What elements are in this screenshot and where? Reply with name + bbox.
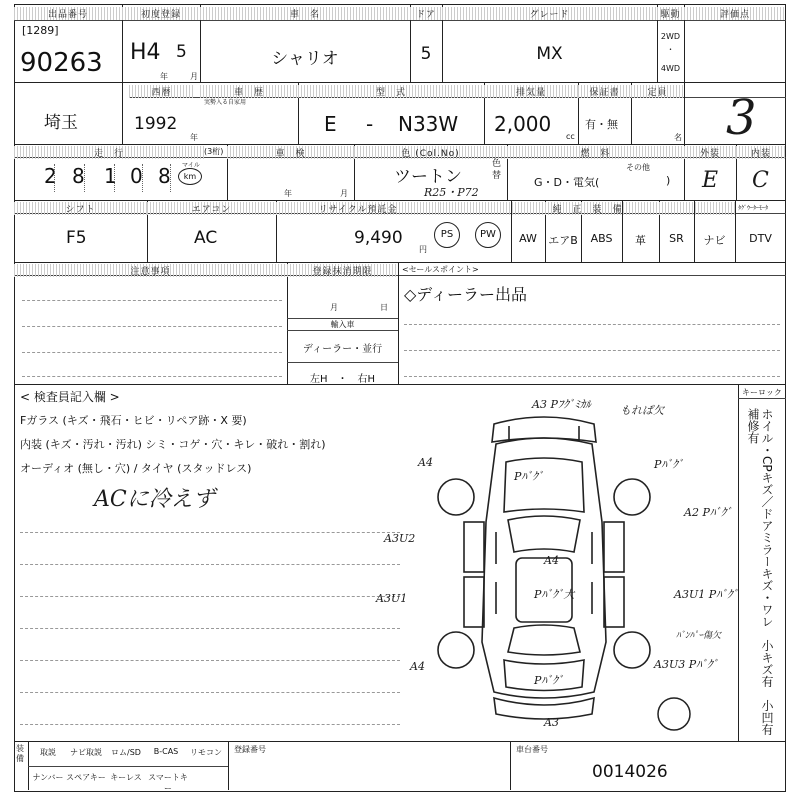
header-mileage-sub: (3桁)	[204, 147, 224, 156]
lot-box: [1289]	[22, 24, 59, 37]
header-exterior: 外装	[684, 146, 736, 159]
header-interior: 内装	[736, 146, 786, 159]
grade-value: MX	[536, 44, 563, 64]
year-value: 1992	[134, 114, 178, 134]
import-option: ディーラー・並行	[302, 344, 383, 355]
extra-keyless: キーレス	[110, 773, 142, 782]
shift-value: F5	[66, 228, 87, 248]
header-displacement: 排気量	[484, 85, 578, 98]
header-grade: グレード	[442, 7, 657, 20]
equip-leather: 革	[635, 234, 646, 247]
mileage-unit-top: マイル	[182, 162, 200, 169]
header-first-reg: 初度登録	[122, 7, 200, 20]
reg-limit-month: 月	[330, 303, 338, 312]
mark-hood: Pﾊﾞｸﾞ	[514, 470, 544, 483]
mileage-digit: 0	[130, 164, 143, 188]
year-unit: 年	[190, 133, 198, 142]
header-year: 西暦	[129, 85, 194, 98]
header-type: 型 式	[298, 85, 484, 98]
exterior-grade: E	[702, 168, 719, 193]
equip-sr: SR	[669, 232, 684, 245]
mark-left-rear-door: A3U1	[376, 592, 408, 605]
color-name: ツートン	[394, 167, 462, 187]
import-title: 輸入車	[330, 320, 355, 329]
type-dash: -	[366, 112, 374, 136]
header-recycle: リサイクル預託金	[276, 202, 440, 215]
mark-left-front-door: A3U2	[384, 532, 416, 545]
mark-rear: A3U3 Pﾊﾞｸﾞ	[654, 658, 719, 671]
equip-airbag: エアB	[548, 234, 578, 247]
equip-navi: ナビ	[703, 234, 726, 247]
inspection-month-unit: 月	[340, 189, 348, 198]
header-equipment: 純 正 装 備	[440, 202, 735, 215]
import-side: 左H ・ 右H	[309, 374, 376, 385]
recycle-unit: 円	[419, 245, 427, 254]
score-value: 3	[726, 90, 757, 146]
inspector-handwriting: ACに冷えず	[94, 487, 215, 512]
header-equipment-extra: ﾀｸﾞｳｰﾀｰﾓｰﾀ	[738, 205, 769, 212]
mark-top-2: もれぱ欠	[620, 404, 664, 417]
extra-plate: ナンバー	[32, 773, 64, 782]
extra-spare-key: スペアキー	[66, 773, 106, 782]
chassis-number: 0014026	[592, 762, 668, 782]
capacity-unit: 名	[674, 133, 682, 142]
model-name: シャリオ	[271, 49, 339, 69]
aircon-value: AC	[194, 228, 218, 248]
inspector-line-2: 内装 (キズ・汚れ・汚れ) シミ・コゲ・穴・キレ・破れ・割れ)	[20, 438, 326, 451]
extra-bcas: B-CAS	[153, 747, 179, 756]
mark-roof-1: A4	[544, 554, 559, 567]
doors-value: 5	[420, 44, 432, 64]
mark-trunk: Pﾊﾞｸﾞ	[534, 674, 564, 687]
mark-top: A3 Pﾌｸﾞﾐｶﾙ	[532, 398, 591, 411]
mark-right-front-door: A2 Pﾊﾞｸﾞ	[684, 506, 732, 519]
mark-rear-left: A4	[410, 660, 425, 673]
header-doors: ドア	[410, 7, 442, 20]
extras-row-1	[30, 747, 226, 758]
mileage-digit: 2	[44, 164, 57, 188]
header-score: 評価点	[684, 7, 786, 20]
header-sales-point: <セールスポイント>	[402, 265, 479, 274]
drive-2wd: 2WD	[660, 32, 681, 41]
color-side-label: 色替	[492, 159, 502, 181]
displacement-value: 2,000	[494, 112, 552, 136]
equip-aw: AW	[519, 232, 537, 245]
header-warranty: 保証書	[578, 85, 631, 98]
equip-dtv: DTV	[749, 232, 772, 245]
header-color: 色 (Col.No)	[354, 146, 507, 159]
mark-front-left: A4	[418, 456, 433, 469]
first-reg-month: 5	[176, 42, 187, 62]
mileage-unit: km	[178, 168, 202, 185]
extra-smart-key: スマートキー	[148, 773, 188, 793]
mark-front-right: Pﾊﾞｸﾞ	[654, 458, 684, 471]
first-reg-year-unit: 年	[160, 72, 168, 81]
spare-wheel-diagram	[654, 694, 694, 734]
mark-roof-2: Pﾊﾞｸﾞ大	[534, 588, 575, 601]
type-code: N33W	[398, 112, 459, 136]
inspection-year-unit: 年	[284, 189, 292, 198]
header-reg-no: 登録番号	[234, 745, 266, 754]
mileage-digits	[28, 164, 178, 192]
inspector-line-1: Fガラス (キズ・飛石・ヒビ・リペア跡・X 要)	[20, 414, 247, 427]
header-reg-limit: 登録抹消期限	[287, 264, 398, 277]
header-drive: 駆動	[657, 7, 684, 20]
mark-right-rear-door: A3U1 Pﾊﾞｸﾞ	[674, 588, 739, 601]
color-code: R25・P72	[424, 186, 479, 199]
equip-pw: PW	[475, 222, 501, 248]
side-notes: ホイル・CPキズ／ドアミラーキズ・ワレ 小キズ有 小凹有 補修有	[746, 408, 774, 748]
recycle-value: 9,490	[354, 228, 403, 248]
mark-bottom: A3	[544, 716, 559, 729]
header-inspector: < 検査員記入欄 >	[20, 390, 120, 404]
fuel-other: その他	[626, 163, 650, 172]
extra-manual: 取説	[40, 748, 56, 757]
fuel-text: G・D・電気(	[534, 176, 600, 189]
header-inspection: 車 検	[227, 146, 354, 159]
mileage-digit: 8	[72, 164, 85, 188]
drive-4wd: 4WD	[660, 64, 681, 73]
first-reg-month-unit: 月	[190, 72, 198, 81]
header-lot-no: 出品番号	[14, 7, 122, 20]
extra-rom-sd: ロム/SD	[111, 748, 141, 757]
mileage-digit: 1	[104, 164, 117, 188]
extra-remote: リモコン	[190, 748, 222, 757]
header-capacity: 定員	[631, 85, 684, 98]
header-key: キーロック	[742, 388, 782, 397]
reg-limit-day: 日	[380, 303, 388, 312]
warranty-value: 有・無	[585, 118, 618, 131]
mark-right-rear-2: ﾊﾞﾝﾊﾟｰ傷欠	[676, 631, 722, 641]
header-notes: 注意事項	[14, 264, 287, 277]
mileage-digit: 8	[158, 164, 171, 188]
header-mileage: 走 行	[14, 146, 204, 159]
sales-point: ◇ディーラー出品	[404, 285, 528, 304]
auction-sheet: 出品番号 初度登録 車 名 ドア グレード 駆動 評価点 [1289] 90263 H4 5 年 月 シャリオ 5 MX 2WD ・ 4WD 3 西暦 車 歴 実勢入る自家用 型 式 排気量 保証書 定員 埼玉 1992 年 E - N33W 2,000 cc 有・無 名 走 行 (3桁) 車 検 色 (Col.No) 燃 料 外装 内装 2 8 1 0 8 マイル km 年 月 ツートン R25・P72 色替 G・D・電気( その他 ) E C シフト エアコン リサイクル預託金 純 正 装 備 ﾀｸﾞｳｰﾀｰﾓｰﾀ F5 AC 9,490 円 PS PW AW エアB ABS 革 SR ナビ DTV 注意事項 登録抹消期限 <セールスポイント> 月 日 輸入車 ディーラー・並行 左H ・ 右H ◇ディーラー出品 < 検査員記入欄 > キーロック Fガラス (キズ・飛石・ヒビ・リペア跡・X 要) 内装 (キズ・汚れ・汚れ) シミ・コゲ・穴・キレ・破れ・割れ) オーディオ (無し・穴) / タイヤ (スタッドレス) ACに冷えず A3 Pﾌｸﾞﾐｶﾙ もれぱ欠 A4 Pﾊﾞｸﾞ Pﾊﾞｸﾞ A3U2 A2 Pﾊﾞｸﾞ A4 Pﾊﾞｸﾞ大 A3U1 A3U1 Pﾊﾞｸﾞ ﾊﾞﾝﾊﾟｰ傷欠 A4 A3U3 Pﾊﾞｸﾞ Pﾊﾞｸﾞ A3 ホイル・CPキズ／ドアミラーキズ・ワレ 小キズ有 小凹有 補修有 装備 取説 ナビ取説 ロム/SD B-CAS リモコン ナンバー スペアキー キーレス スマートキー 登録番号 車台番号 0014026	[14, 4, 786, 794]
first-reg-era: H4	[130, 40, 161, 65]
lot-number: 90263	[20, 48, 103, 78]
header-history: 車 歴	[200, 85, 298, 98]
displacement-unit: cc	[566, 132, 575, 141]
history-note: 実勢入る自家用	[204, 99, 247, 106]
type-prefix: E	[324, 112, 337, 136]
fuel-close: )	[666, 174, 671, 187]
region: 埼玉	[44, 113, 78, 133]
header-model-name: 車 名	[200, 7, 410, 20]
extra-navi-manual: ナビ取説	[70, 748, 102, 757]
extras-label: 装備	[16, 744, 24, 763]
header-fuel: 燃 料	[507, 146, 684, 159]
header-shift: シフト	[14, 202, 147, 215]
header-chassis: 車台番号	[516, 745, 548, 754]
interior-grade: C	[752, 168, 769, 193]
header-aircon: エアコン	[147, 202, 276, 215]
inspector-line-3: オーディオ (無し・穴) / タイヤ (スタッドレス)	[20, 462, 252, 475]
equip-ps: PS	[434, 222, 460, 248]
extras-row-2	[30, 772, 190, 794]
equip-abs: ABS	[590, 232, 613, 245]
